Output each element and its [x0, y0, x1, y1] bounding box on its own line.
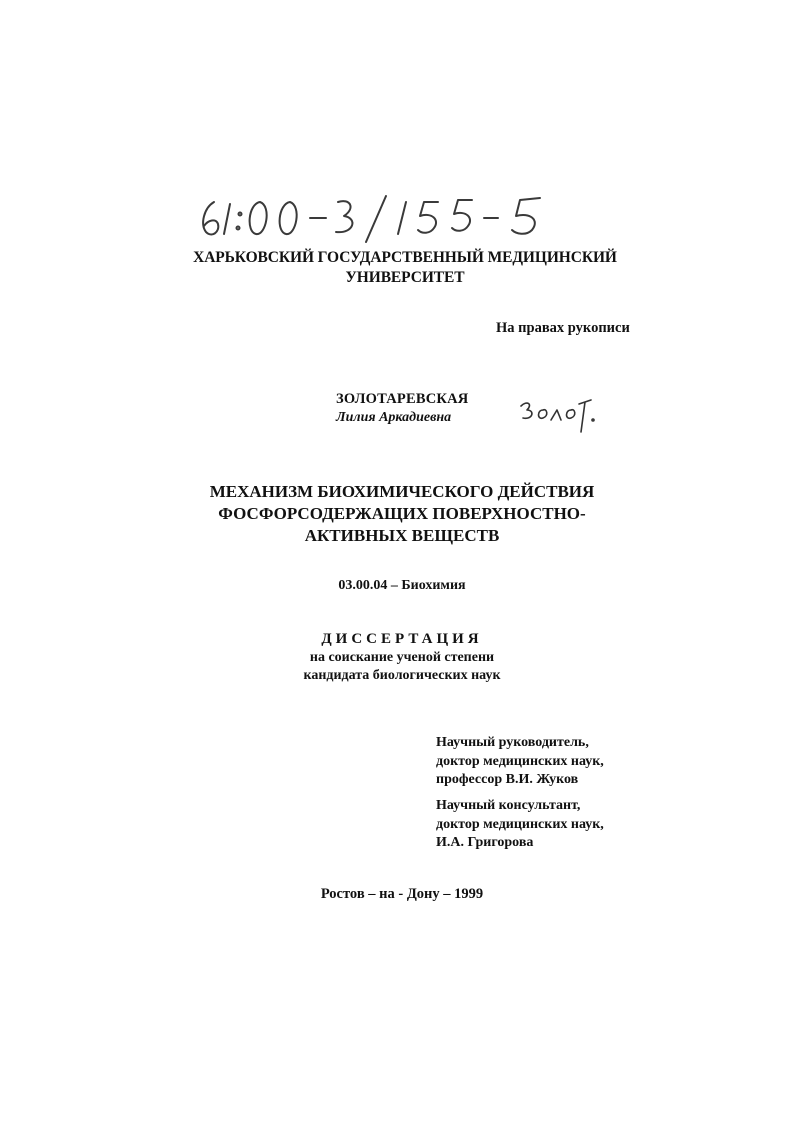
dissertation-title [150, 481, 654, 547]
city-year: Ростов – на - Дону – 1999 [320, 886, 484, 902]
rights-note: На правах рукописи [496, 320, 630, 336]
advisor-line-3: профессор В.И. Жуков [436, 772, 579, 787]
handwritten-archive-number [196, 188, 556, 248]
author-signature [517, 390, 597, 434]
degree-line-2: кандидата биологических наук [303, 668, 501, 683]
author-surname: ЗОЛОТАРЕВСКАЯ [336, 391, 469, 407]
signature-handwriting [517, 390, 597, 434]
specialty-code: 03.00.04 – Биохимия [338, 578, 466, 593]
consultant-line-3: И.А. Григорова [436, 835, 534, 850]
degree-description [200, 649, 604, 685]
consultant-line-1: Научный консультант, [436, 798, 581, 813]
dissertation-heading: ДИССЕРТАЦИЯ [321, 631, 483, 647]
consultant-line-2: доктор медицинских наук, [436, 816, 604, 832]
advisor-line-2: доктор медицинских наук, [436, 753, 604, 769]
advisor-line-1: Научный руководитель, [436, 735, 589, 750]
university-line-2: УНИВЕРСИТЕТ [345, 269, 465, 286]
degree-line-1: на соискание ученой степени [309, 650, 495, 665]
author-name: Лилия Аркадиевна [336, 410, 452, 425]
title-line-1: МЕХАНИЗМ БИОХИМИЧЕСКОГО ДЕЙСТВИЯ [209, 482, 595, 501]
university-line-1: ХАРЬКОВСКИЙ ГОСУДАРСТВЕННЫЙ МЕДИЦИНСКИЙ [193, 249, 617, 266]
title-line-3: АКТИВНЫХ ВЕЩЕСТВ [304, 526, 500, 545]
archive-number-handwriting [196, 188, 556, 248]
university-name [150, 248, 660, 288]
scientific-consultant [436, 797, 696, 853]
scientific-advisor [436, 734, 696, 790]
title-line-2: ФОСФОРСОДЕРЖАЩИХ ПОВЕРХНОСТНО- [218, 504, 586, 523]
